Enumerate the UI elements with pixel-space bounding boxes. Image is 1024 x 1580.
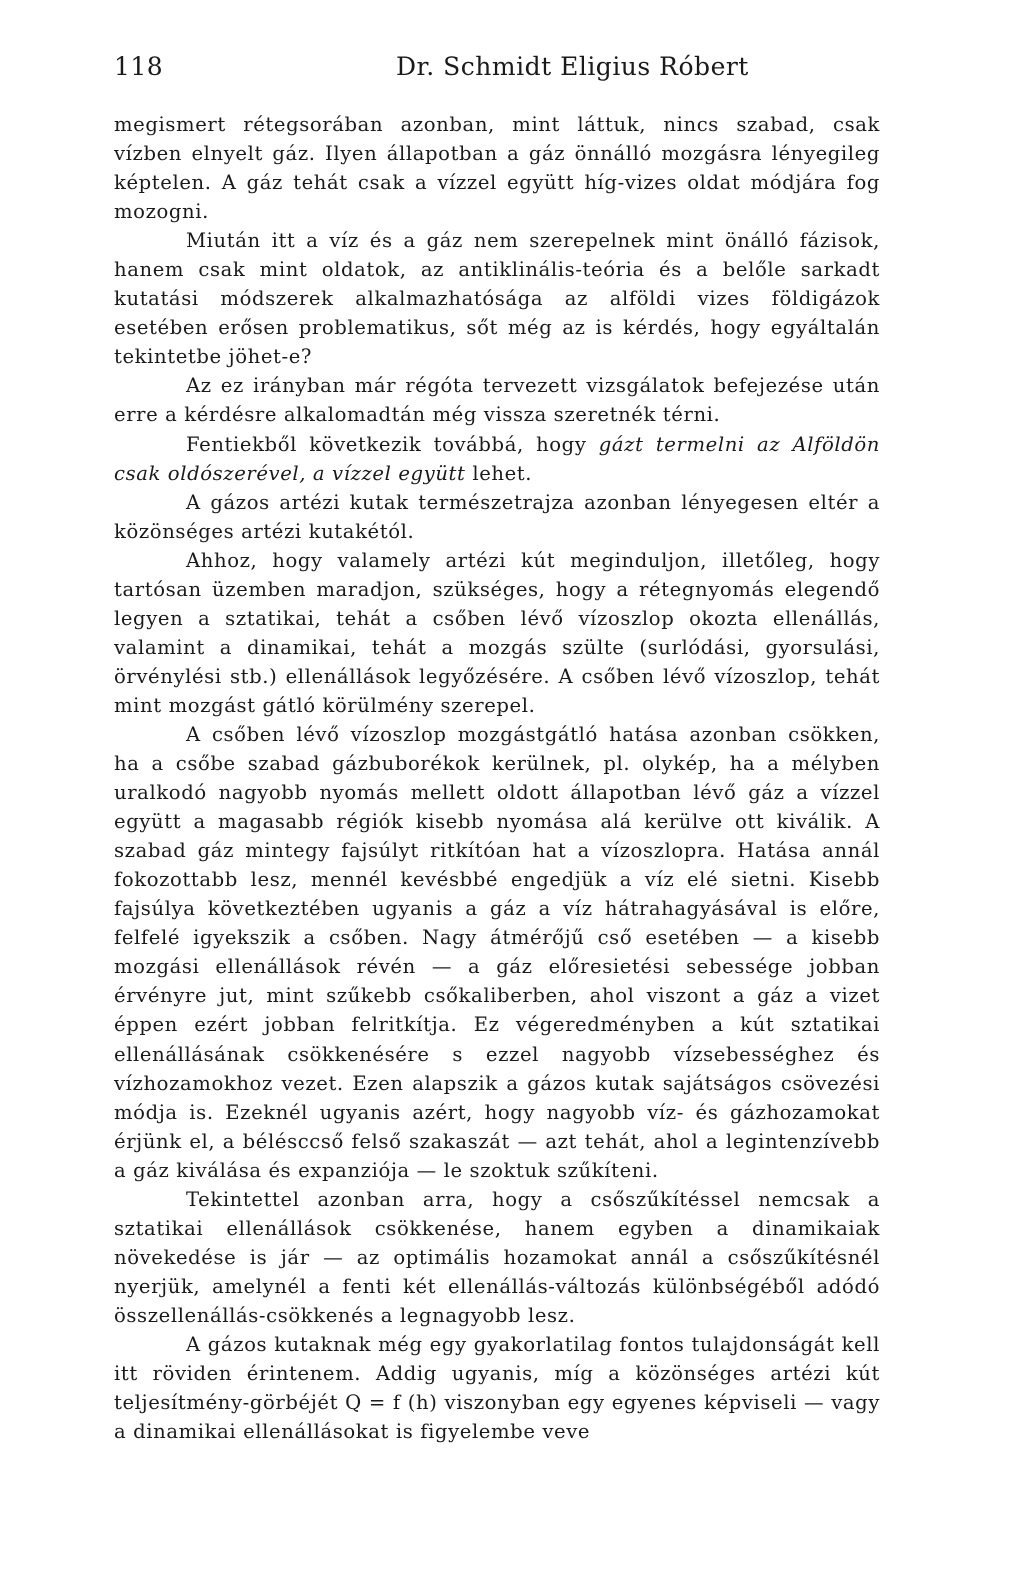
paragraph [114,430,880,488]
body-text [114,110,880,1446]
paragraph: Tekintettel azonban arra, hogy a csőszűkítéssel nemcsak a sztatikai ellenállások csökkenése, hanem egyben a dinamikaiak növekedése is jár — az optimális hozamokat annál a csőszűkítésnél nyerjük, amelynél a fenti két ellenállás-változás különbségéből adódó összellenállás-csökkenés a legnagyobb lesz. [114,1187,880,1327]
page-number: 118 [114,52,164,81]
paragraph: Miután itt a víz és a gáz nem szerepelnek mint önálló fázisok, hanem csak mint oldatok, az antiklinális-teória és a belőle sarkadt kutatási módszerek alkalmazhatósága az alföldi vizes földigázok esetében erősen problematikus, sőt még az is kérdés, hogy egyáltalán tekintetbe jöhet-e? [114,229,880,369]
paragraph: megismert rétegsorában azonban, mint láttuk, nincs szabad, csak vízben elnyelt gáz. Ilyen állapotban a gáz önnálló mozgásra lényegileg képtelen. A gáz tehát csak a vízzel együtt híg-vizes oldat módjára fog mozogni. [114,113,880,224]
paragraph-text: Fentiekből következik továbbá, hogy [186,432,599,456]
emphasized-text: gázt termelni az Alföldön csak oldószerével, a vízzel együtt [114,432,880,485]
paragraph: Ahhoz, hogy valamely artézi kút meginduljon, illetőleg, hogy tartósan üzemben maradjon, szükséges, hogy a rétegnyomás elegendő legyen a sztatikai, tehát a csőben lévő vízoszlop okozta ellenállás, valamint a dinamikai, tehát a mozgás szülte (surlódási, gyorsulási, örvénylési stb.) ellenállások legyőzésére. A csőben lévő vízoszlop, tehát mint mozgást gátló körülmény szerepel. [114,548,880,717]
paragraph: A gázos kutaknak még egy gyakorlatilag fontos tulajdonságát kell itt röviden érintenem. Addig ugyanis, míg a közönséges artézi kút teljesítmény-görbéjét Q = f (h) viszonyban egy egyenes képviseli — vagy a dinamikai ellenállásokat is figyelembe veve [114,1332,880,1444]
paragraph: Az ez irányban már régóta tervezett vizsgálatok befejezése után erre a kérdésre alkalomadtán még vissza szeretnék térni. [114,374,880,427]
paragraph: A csőben lévő vízoszlop mozgástgátló hatása azonban csökken, ha a csőbe szabad gázbuborékok kerülnek, pl. olykép, ha a mélyben uralkodó nagyobb nyomás mellett oldott állapotban lévő gáz a vízzel együtt a magasabb régiók kisebb nyomása alá kerülve ott kiválik. A szabad gáz mintegy fajsúlyt ritkítóan hat a vízoszlopra. Hatása annál fokozottabb lesz, mennél kevésbbé engedjük a víz elé sietni. Kisebb fajsúlya következtében ugyanis a gáz a víz hátrahagyásával is előre, felfelé igyekszik a csőben. Nagy átmérőjű cső esetében — a kisebb mozgási ellenállások révén — a gáz előresietési sebessége jobban érvényre jut, mint szűkebb csőkaliberben, ahol viszont a gáz a vizet éppen ezért jobban felritkítja. Ez végeredményben a kút sztatikai ellenállásának csökkenésére s ezzel nagyobb vízsebességhez és vízhozamokhoz vezet. Ezen alapszik a gázos kutak sajátságos csövezési módja is. Ezeknél ugyanis azért, hogy nagyobb víz- és gázhozamokat érjünk el, a bélésccső felső szakaszát — azt tehát, ahol a legintenzívebb a gáz kiválása és expanziója — le szoktuk szűkíteni. [114,722,880,1182]
paragraph: A gázos artézi kutak természetrajza azonban lényegesen eltér a közönséges artézi kutakétól. [114,490,880,543]
page-header [114,52,880,92]
paragraph-text: lehet. [465,461,533,485]
running-head: Dr. Schmidt Eligius Róbert [396,52,749,81]
